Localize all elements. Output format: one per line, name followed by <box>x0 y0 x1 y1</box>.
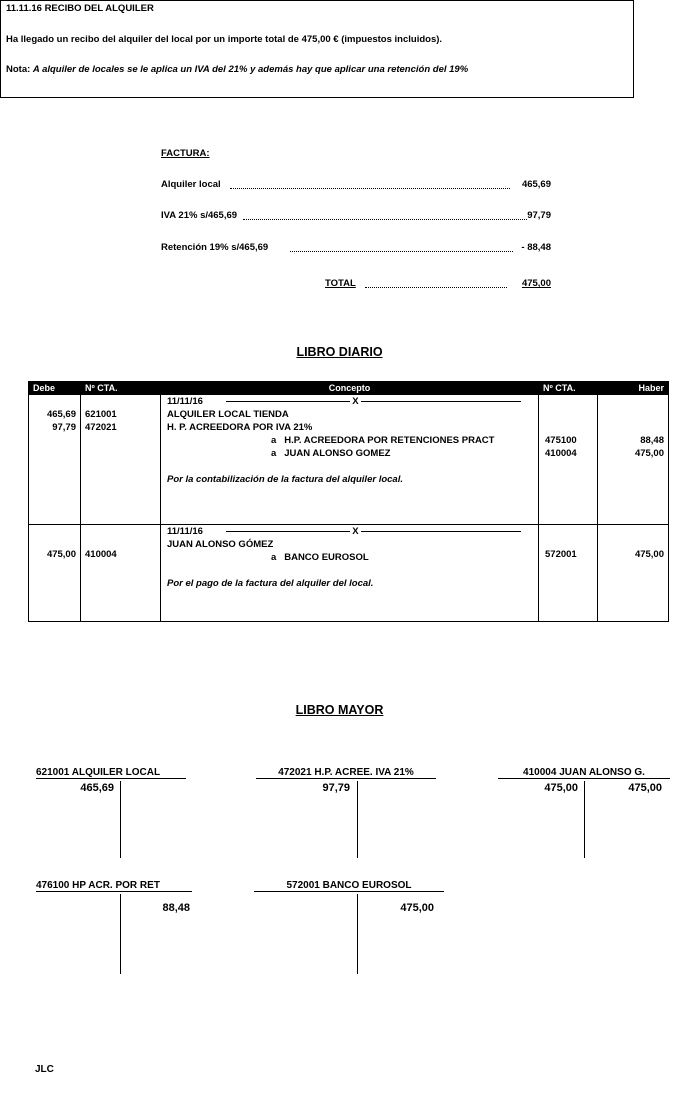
diario-entry <box>29 525 669 622</box>
credit-amount: 475,00 <box>634 549 664 560</box>
statement-box <box>0 0 634 98</box>
t-account-divider <box>120 894 121 974</box>
note-text: A alquiler de locales se le aplica un IVA del 21% y además hay que aplicar una retención del 19% <box>32 64 469 75</box>
statement-note <box>6 64 468 75</box>
header-haber: Haber <box>598 382 669 395</box>
statement-heading: 11.11.16 RECIBO DEL ALQUILER <box>6 3 154 14</box>
factura-row-value: 465,69 <box>521 179 551 190</box>
factura-row-value: - 88,48 <box>521 242 551 253</box>
credit-amount-cell <box>598 525 669 622</box>
diario-entry <box>29 395 669 525</box>
debit-account: 472021 <box>85 422 117 433</box>
factura-row-label: Alquiler local <box>161 179 221 190</box>
concept-cell <box>161 525 539 622</box>
credit-concept: H.P. ACREEDORA POR RETENCIONES PRACT <box>284 435 495 446</box>
dot-leader <box>230 188 510 189</box>
debit-amount-cell <box>29 395 81 525</box>
entry-date: 11/11/16 <box>167 396 203 407</box>
debit-amount: 475,00 <box>46 549 76 560</box>
credit-account: 410004 <box>545 448 577 459</box>
debit-account-cell <box>81 525 161 622</box>
dot-leader <box>243 219 527 220</box>
t-account-debit: 465,69 <box>80 782 114 794</box>
credit-amount: 475,00 <box>634 448 664 459</box>
t-account-credit: 475,00 <box>628 782 662 794</box>
note-label: Nota: <box>6 64 33 75</box>
debit-account: 621001 <box>85 409 117 420</box>
diario-title: LIBRO DIARIO <box>296 345 383 359</box>
t-account-title: 621001 ALQUILER LOCAL <box>36 767 186 779</box>
factura-title: FACTURA: <box>161 148 210 159</box>
credit-amount: 88,48 <box>640 435 664 446</box>
entry-note: Por el pago de la factura del alquiler del local. <box>167 578 374 589</box>
factura-total-label: TOTAL <box>325 278 356 289</box>
entry-x: X <box>352 396 359 407</box>
t-account-debit: 97,79 <box>322 782 350 794</box>
bullet: a <box>271 435 277 446</box>
t-account-credit: 475,00 <box>400 902 434 914</box>
entry-date-line <box>167 525 538 538</box>
statement-line: Ha llegado un recibo del alquiler del local por un importe total de 475,00 € (impuestos incluidos). <box>6 34 443 45</box>
header-cta-debit: Nº CTA. <box>81 382 161 395</box>
credit-concept-line <box>167 551 538 564</box>
factura-row-label: IVA 21% s/465,69 <box>161 210 238 221</box>
debit-account: 410004 <box>85 549 117 560</box>
debit-concept: JUAN ALONSO GÓMEZ <box>167 539 274 550</box>
t-account-divider <box>120 781 121 858</box>
factura-row-label: Retención 19% s/465,69 <box>161 242 269 253</box>
t-account-title: 572001 BANCO EUROSOL <box>254 880 444 892</box>
header-debe: Debe <box>29 382 81 395</box>
dot-leader <box>365 287 507 288</box>
credit-account-cell <box>539 525 598 622</box>
debit-amount: 97,79 <box>52 422 76 433</box>
t-account-debit: 475,00 <box>544 782 578 794</box>
factura-row-value: 97,79 <box>527 210 551 221</box>
credit-concept: JUAN ALONSO GOMEZ <box>284 448 391 459</box>
entry-date-line <box>167 395 538 408</box>
author-initials: JLC <box>35 1064 54 1075</box>
credit-amount-cell <box>598 395 669 525</box>
header-concepto: Concepto <box>161 382 539 395</box>
bullet: a <box>271 552 277 563</box>
t-account-title: 472021 H.P. ACREE. IVA 21% <box>256 767 436 779</box>
t-account-title: 476100 HP ACR. POR RET <box>36 880 192 892</box>
credit-account-cell <box>539 395 598 525</box>
t-account-credit: 88,48 <box>162 902 190 914</box>
factura-total-value: 475,00 <box>521 278 551 289</box>
credit-account: 572001 <box>545 549 577 560</box>
credit-concept-line <box>167 447 538 460</box>
entry-note: Por la contabilización de la factura del alquiler local. <box>167 474 403 485</box>
t-account-divider <box>357 894 358 974</box>
mayor-title: LIBRO MAYOR <box>295 703 384 717</box>
diario-table <box>28 381 669 622</box>
t-account-divider <box>357 781 358 858</box>
dot-leader <box>290 251 513 252</box>
credit-concept: BANCO EUROSOL <box>284 552 369 563</box>
debit-concept: ALQUILER LOCAL TIENDA <box>167 409 289 420</box>
header-cta-credit: Nº CTA. <box>539 382 598 395</box>
t-account-divider <box>584 781 585 858</box>
t-account-title: 410004 JUAN ALONSO G. <box>498 767 670 779</box>
credit-account: 475100 <box>545 435 577 446</box>
entry-date: 11/11/16 <box>167 526 203 537</box>
debit-amount: 465,69 <box>46 409 76 420</box>
debit-amount-cell <box>29 525 81 622</box>
bullet: a <box>271 448 277 459</box>
debit-concept: H. P. ACREEDORA POR IVA 21% <box>167 422 313 433</box>
concept-cell <box>161 395 539 525</box>
diario-header-row <box>29 382 669 395</box>
debit-account-cell <box>81 395 161 525</box>
entry-x: X <box>352 526 359 537</box>
credit-concept-line <box>167 434 538 447</box>
